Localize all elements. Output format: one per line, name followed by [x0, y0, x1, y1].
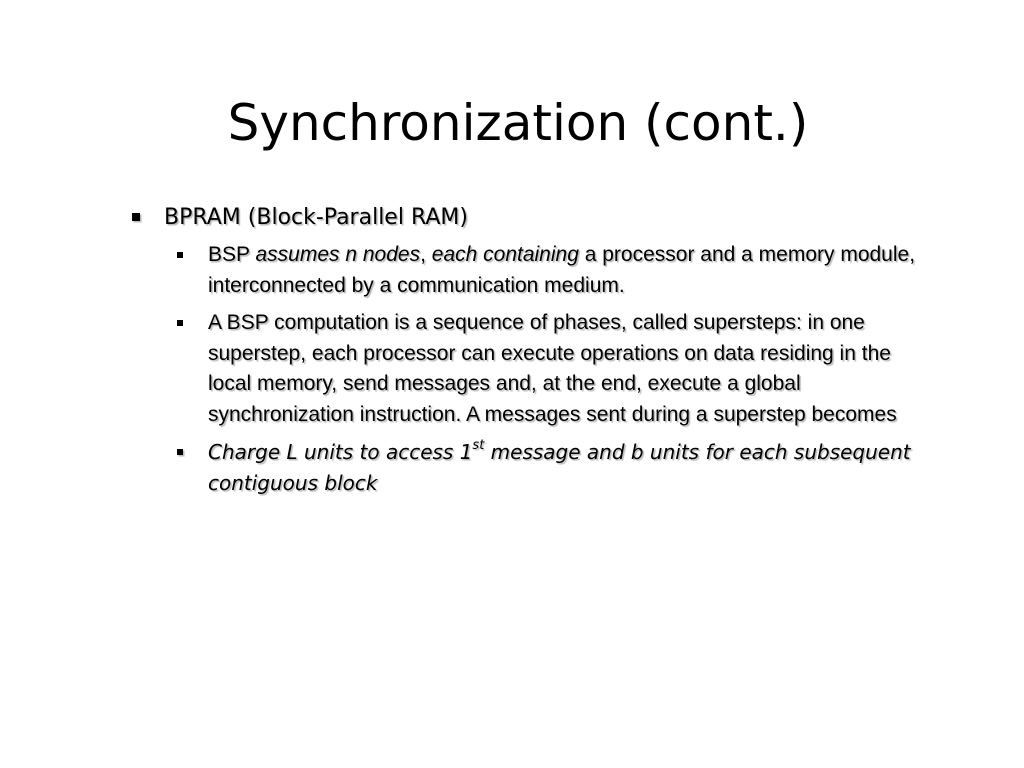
text-run: Charge L units to access 1	[208, 440, 473, 464]
square-bullet-icon	[177, 320, 183, 326]
text-run: message and b units for each subsequent contiguous block	[208, 440, 911, 495]
sub-bullet-charge-l-units	[174, 437, 928, 498]
sub-bullet-list	[174, 240, 950, 498]
square-bullet-icon	[177, 252, 183, 258]
square-bullet-icon	[132, 213, 140, 221]
square-bullet-icon	[177, 449, 183, 455]
text-run: a processor and a memory module, interconnected by a communication medium.	[208, 243, 916, 297]
bullet-list	[130, 200, 950, 505]
sub-bullet-bsp-assumes	[174, 240, 928, 301]
italic-text-run: assumes n nodes	[255, 243, 421, 266]
bullet-bpram-text: BPRAM (Block-Parallel RAM)	[164, 205, 468, 230]
text-run: ,	[420, 243, 432, 266]
superscript-ordinal: st	[472, 438, 485, 454]
text-run: A BSP computation is a sequence of phases, called supersteps: in one superstep, each processor can execute operations on data residing in the local memory, send messages and, at the end, execute a global synchronization instruction. A messages sent during a superstep becomes	[208, 311, 897, 426]
sub-bullet-bsp-computation	[174, 308, 928, 430]
italic-text-run: each containing	[431, 243, 579, 266]
bullet-bpram	[130, 200, 950, 498]
slide-title: Synchronization (cont.)	[227, 94, 809, 152]
text-run: BSP	[208, 243, 256, 266]
